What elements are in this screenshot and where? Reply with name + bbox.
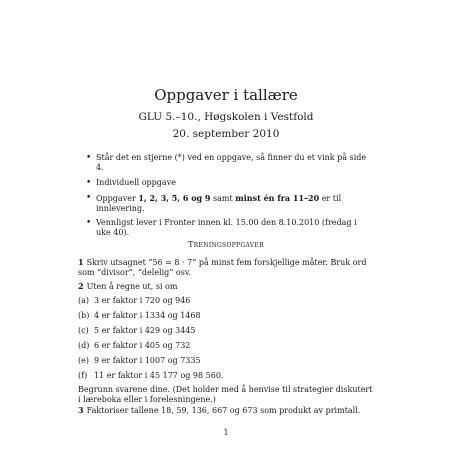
subproblem-label: (e) [78,356,89,365]
subproblem-text: 4 er faktor i 1334 og 1468 [94,311,201,320]
instruction-item: • Står det en stjerne (*) ved en oppgave, så finner du et vink på side 4. [86,153,368,173]
problem-1 [78,257,374,278]
instruction-text: Oppgaver [96,194,139,203]
problem-2-note: Begrunn svarene dine. (Det holder med å henvise til strategier diskutert i læreboka eller i forelesningene.) [78,385,373,404]
subproblem-text: 5 er faktor i 429 og 3445 [94,326,196,335]
instruction-bold: minst én fra 11–20 [235,193,320,203]
subproblem-label: (a) [78,296,90,305]
instruction-item: • Individuell oppgave [86,178,368,188]
subproblem-b [78,311,374,321]
problem-3 [78,405,374,416]
instruction-item: • Vennligst lever i Fronter innen kl. 15.00 den 8.10.2010 (fredag i uke 40). [86,218,368,238]
subproblem-text: 3 er faktor i 720 og 946 [94,296,191,305]
instruction-bold: 1, 2, 3, 5, 6 og 9 [138,193,211,203]
problem-number: 2 [78,281,84,291]
subproblem-label: (b) [78,311,90,320]
page-number: 1 [223,428,229,437]
instruction-text: samt [210,194,236,203]
section-heading: Treningsoppgaver [188,240,264,249]
subproblem-label: (d) [78,341,90,350]
instruction-text: er til innlevering. [96,194,342,213]
subproblem-c [78,326,374,336]
document-title: Oppgaver i tallære [154,86,298,104]
problem-text: Uten å regne ut, si om [86,282,178,291]
problem-text: Faktoriser tallene 18, 59, 136, 667 og 673 som produkt av primtall. [86,406,361,415]
document-subtitle: GLU 5.–10., Høgskolen i Vestfold [138,111,314,123]
instructions-list [86,153,368,243]
instruction-item [86,193,368,214]
subproblem-text: 6 er faktor i 405 og 732 [94,341,191,350]
subproblem-label: (c) [78,326,89,335]
subproblem-e [78,356,374,366]
problem-text: Skriv utsagnet “56 = 8 · 7” på minst fem forskjellige måter. Bruk ord som “divisor”, “delelig” osv. [78,258,367,277]
subproblem-text: 9 er faktor i 1007 og 7335 [94,356,201,365]
document-date: 20. september 2010 [172,128,280,140]
subproblem-text: 11 er faktor i 45 177 og 98 560. [94,371,224,380]
problem-number: 1 [78,257,84,267]
problem-2 [78,281,374,292]
subproblem-a [78,296,374,306]
subproblem-f [78,371,374,381]
problem-number: 3 [78,405,84,415]
subproblem-d [78,341,374,351]
subproblem-label: (f) [78,371,88,380]
